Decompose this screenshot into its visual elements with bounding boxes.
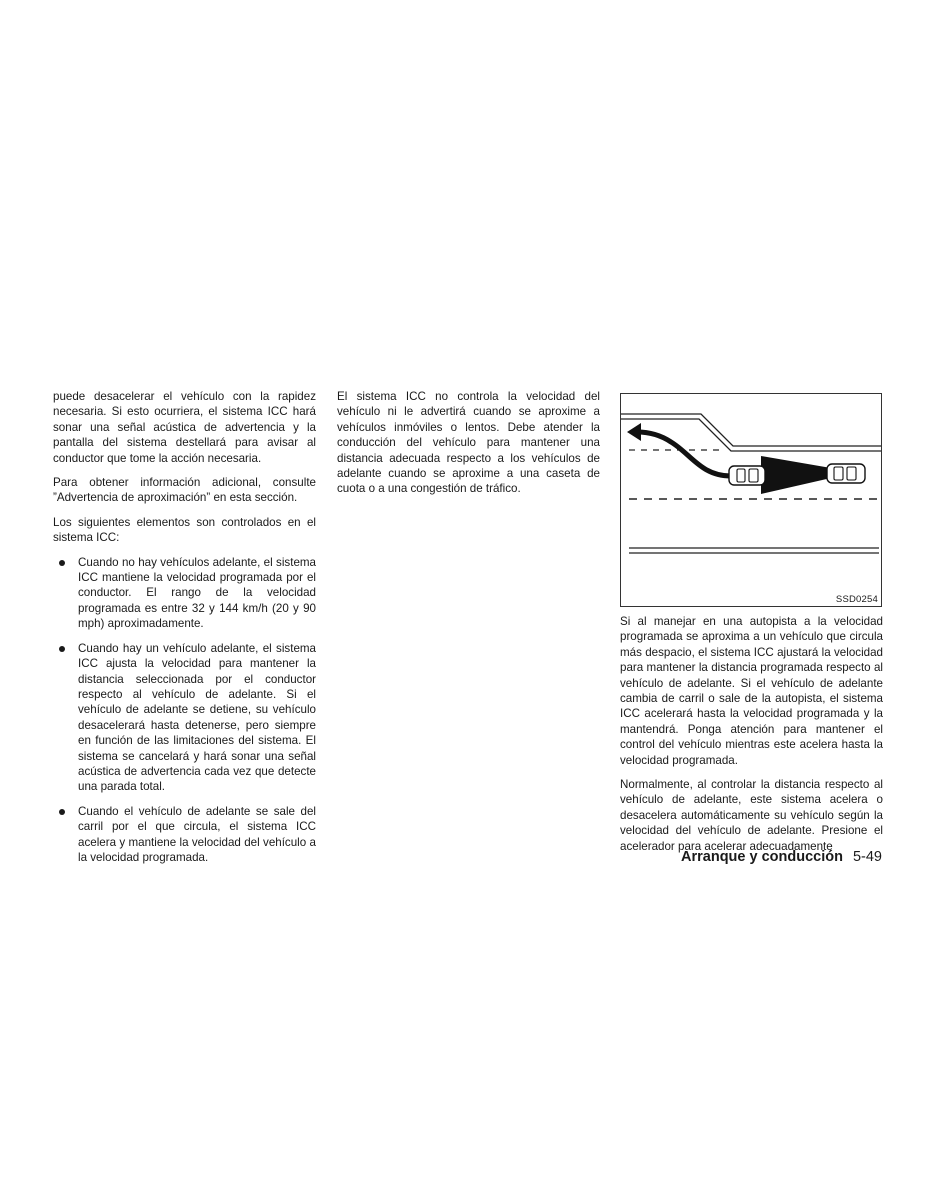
bullet-list	[53, 555, 316, 866]
bullet-icon	[59, 560, 65, 566]
paragraph: Normalmente, al controlar la distancia respecto al vehículo de adelante, este sistema acelera o desacelera automáticamente su vehículo según la velocidad del vehículo de adelante. Presione el acelerador para acelerar adecuadamente	[620, 778, 883, 853]
text-column-middle	[337, 389, 600, 506]
paragraph: puede desacelerar el vehículo con la rapidez necesaria. Si esto ocurriera, el sistema ICC hará sonar una señal acústica de advertencia y la pantalla del sistema destellará para avisar al conductor que tome la acción necesaria.	[53, 390, 316, 465]
arrow-head-icon	[627, 423, 641, 441]
lane-change-arrow	[637, 432, 731, 476]
list-item	[53, 804, 316, 866]
paragraph: Para obtener información adicional, consulte ”Advertencia de aproximación” en esta sección.	[53, 476, 316, 505]
list-item-text: Cuando no hay vehículos adelante, el sistema ICC mantiene la velocidad programada por el conductor. El rango de la velocidad programada es entre 32 y 144 km/h (20 y 90 mph) aproximadamente.	[78, 555, 316, 631]
paragraph: Los siguientes elementos son controlados en el sistema ICC:	[53, 515, 316, 545]
text-column-left	[53, 389, 316, 874]
list-item-text: Cuando hay un vehículo adelante, el sistema ICC ajusta la velocidad para mantener la distancia seleccionada por el conductor respecto al vehículo de adelante. Si el vehículo de adelante se detiene, su vehículo desacelerará hasta detenerse, pero siempre en función de las limitaciones del sistema. El sistema se cancelará y hará sonar una señal acústica de advertencia cada vez que detecte una parada total.	[78, 641, 316, 794]
bullet-icon	[59, 646, 65, 652]
radar-beam	[761, 456, 831, 494]
section-title: Arranque y conducción	[681, 849, 843, 865]
text-column-right	[620, 614, 883, 863]
vehicle-ahead-icon	[827, 464, 865, 483]
bullet-icon	[59, 809, 65, 815]
paragraph: Si al manejar en una autopista a la velocidad programada se aproxima a un vehículo que circula más despacio, el sistema ICC ajustará la velocidad para mantener la distancia programada respecto al vehículo de adelante. Si el vehículo de adelante cambia de carril o sale de la autopista, el sistema ICC acelerará hasta la velocidad programada y la mantendrá. Ponga atención para mantener el control del vehículo mientras este acelera hasta la velocidad programada.	[620, 615, 883, 767]
page-number: 5-49	[852, 849, 882, 865]
lane-change-illustration	[620, 393, 882, 607]
road-diagram	[621, 394, 881, 606]
figure-code: SSD0254	[835, 594, 878, 605]
list-item-text: Cuando el vehículo de adelante se sale del carril por el que circula, el sistema ICC acelera y mantiene la velocidad del vehículo a la velocidad programada.	[78, 804, 316, 864]
page-footer	[681, 849, 882, 865]
list-item	[53, 641, 316, 795]
paragraph: El sistema ICC no controla la velocidad del vehículo ni le advertirá cuando se aproxime a vehículos inmóviles o lentos. Debe atender la conducción del vehículo para mantener una distancia adecuada respecto a los vehículos de adelante cuando se aproxime a una caseta de cuota o a una congestión de tráfico.	[337, 390, 600, 496]
list-item	[53, 555, 316, 632]
own-vehicle-icon	[729, 466, 765, 485]
